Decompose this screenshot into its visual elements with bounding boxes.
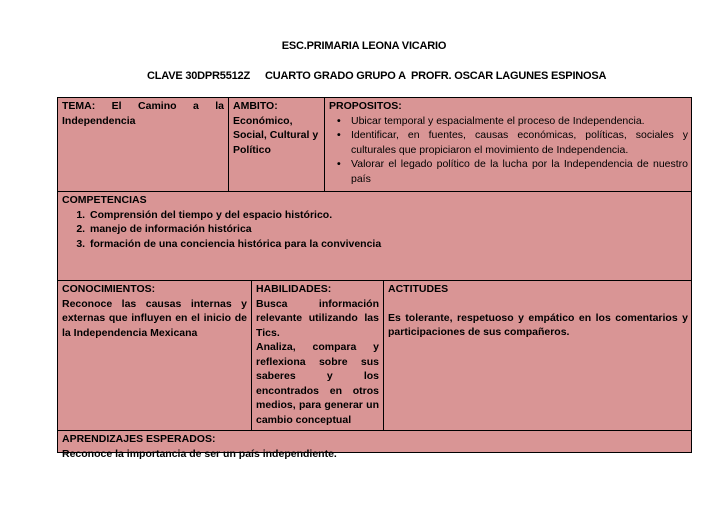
tema-cell: TEMA: El Camino a la Independencia xyxy=(62,100,224,127)
habilidades-label: HABILIDADES: xyxy=(256,283,332,295)
list-item: 2. manejo de información histórica xyxy=(88,222,688,237)
propositos-label: PROPOSITOS: xyxy=(329,100,402,112)
aprendizajes-text: Reconoce la importancia de ser un país independiente. xyxy=(62,447,337,460)
conocimientos-text: Reconoce las causas internas y externas que influyen en el inicio de la Independencia Mexicana xyxy=(62,297,247,339)
conocimientos-label: CONOCIMIENTOS: xyxy=(62,283,156,295)
ambito-cell xyxy=(229,98,324,158)
clave-label: CLAVE 30DPR5512Z xyxy=(147,70,250,82)
competencias-label: COMPETENCIAS xyxy=(62,194,147,206)
profesor-label: PROFR. OSCAR LAGUNES ESPINOSA xyxy=(411,70,607,82)
header-info-line xyxy=(147,70,707,82)
actitudes-label: ACTITUDES xyxy=(388,283,449,295)
habilidades-text-2: Analiza, compara y reflexiona sobre sus saberes y los encontrados en otros medios, para generar un cambio conceptual xyxy=(256,341,379,426)
habilidades-text-1: Busca información relevante utilizando las Tics. xyxy=(256,297,379,339)
conocimientos-cell xyxy=(58,281,251,341)
school-name: ESC.PRIMARIA LEONA VICARIO xyxy=(281,40,447,52)
aprendizajes-cell xyxy=(58,431,692,462)
habilidades-cell xyxy=(252,281,383,428)
list-item: • Valorar el legado político de la lucha por la Independencia de nuestro país xyxy=(351,157,688,186)
competencias-list xyxy=(62,208,688,252)
list-item: 1. Comprensión del tiempo y del espacio histórico. xyxy=(88,208,688,223)
aprendizajes-label: APRENDIZAJES ESPERADOS: xyxy=(62,433,216,445)
actitudes-cell xyxy=(384,281,692,341)
propositos-cell xyxy=(325,98,692,187)
list-item: • Ubicar temporal y espacialmente el proceso de Independencia. xyxy=(351,114,688,129)
list-item: 3. formación de una conciencia histórica para la convivencia xyxy=(88,237,688,252)
grado-label: CUARTO GRADO GRUPO A xyxy=(265,70,406,82)
actitudes-text: Es tolerante, respetuoso y empático en los comentarios y participaciones de sus compañeros. xyxy=(388,311,688,338)
ambito-label: AMBITO: xyxy=(233,100,278,112)
propositos-list xyxy=(329,114,688,187)
ambito-value: Económico, Social, Cultural y Político xyxy=(233,114,319,156)
planning-table xyxy=(57,97,692,460)
list-item: • Identificar, en fuentes, causas económicas, políticas, sociales y culturales que propiciaron el movimiento de Independencia. xyxy=(351,128,688,157)
competencias-cell xyxy=(58,192,692,252)
